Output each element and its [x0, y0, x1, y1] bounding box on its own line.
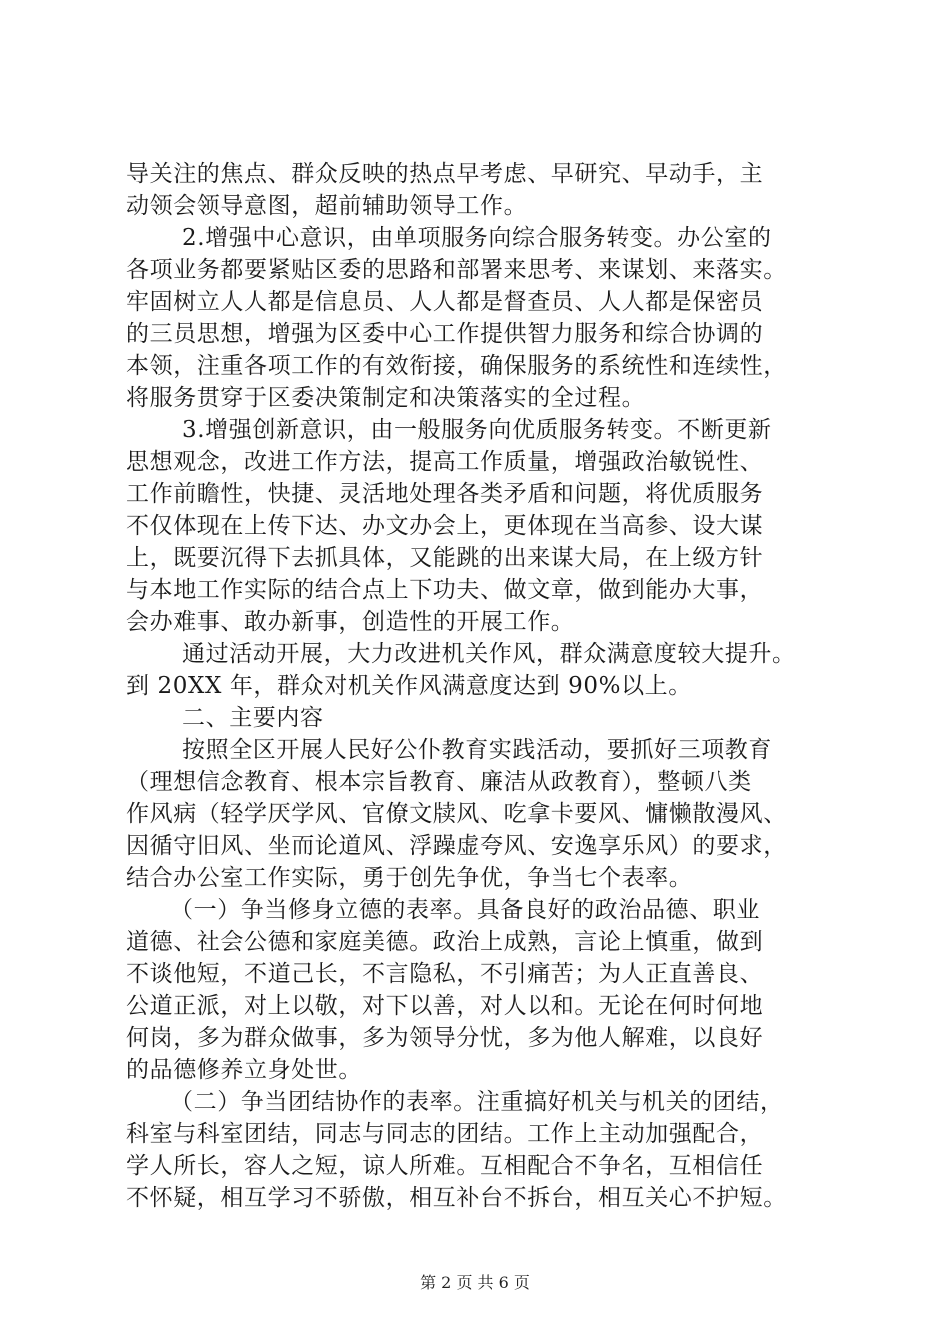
text-line: 不仅体现在上传下达、办文办会上，更体现在当高参、设大谋: [126, 513, 764, 539]
text-line: 到 20XX 年，群众对机关作风满意度达到 90%以上。: [126, 673, 692, 699]
text-line: 结合办公室工作实际，勇于创先争优，争当七个表率。: [126, 865, 693, 891]
text-line: 二、主要内容: [182, 705, 324, 731]
text-line: 不怀疑，相互学习不骄傲，相互补台不拆台，相互关心不护短。: [126, 1185, 787, 1211]
text-line: （一）争当修身立德的表率。具备良好的政治品德、职业: [170, 897, 760, 923]
text-line: 各项业务都要紧贴区委的思路和部署来思考、来谋划、来落实。: [126, 257, 787, 283]
text-line: 2.增强中心意识，由单项服务向综合服务转变。办公室的: [182, 225, 772, 251]
text-line: 不谈他短，不道己长，不言隐私，不引痛苦；为人正直善良、: [126, 961, 764, 987]
text-line: 因循守旧风、坐而论道风、浮躁虚夸风、安逸享乐风）的要求，: [126, 833, 787, 859]
text-line: 本领，注重各项工作的有效衔接，确保服务的系统性和连续性，: [126, 353, 787, 379]
text-line: 会办难事、敢办新事，创造性的开展工作。: [126, 609, 575, 635]
text-line: 公道正派，对上以敬，对下以善，对人以和。无论在何时何地: [126, 993, 764, 1019]
text-line: 按照全区开展人民好公仆教育实践活动，要抓好三项教育: [182, 737, 772, 763]
text-line: 与本地工作实际的结合点上下功夫、做文章，做到能办大事，: [126, 577, 764, 603]
text-line: 3.增强创新意识，由一般服务向优质服务转变。不断更新: [182, 417, 772, 443]
text-line: 学人所长，容人之短，谅人所难。互相配合不争名，互相信任: [126, 1153, 764, 1179]
text-line: 通过活动开展，大力改进机关作风，群众满意度较大提升。: [182, 641, 796, 667]
text-line: 牢固树立人人都是信息员、人人都是督查员、人人都是保密员: [126, 289, 764, 315]
document-body: [126, 158, 826, 1214]
text-line: 工作前瞻性，快捷、灵活地处理各类矛盾和问题，将优质服务: [126, 481, 764, 507]
page-footer: 第 2 页 共 6 页: [420, 1273, 530, 1292]
text-line: 动领会领导意图，超前辅助领导工作。: [126, 193, 528, 219]
text-line: 的品德修养立身处世。: [126, 1057, 362, 1083]
text-line: 上，既要沉得下去抓具体，又能跳的出来谋大局，在上级方针: [126, 545, 764, 571]
text-line: 思想观念，改进工作方法，提高工作质量，增强政治敏锐性、: [126, 449, 764, 475]
text-line: （理想信念教育、根本宗旨教育、廉洁从政教育），整顿八类: [126, 769, 752, 795]
text-line: 道德、社会公德和家庭美德。政治上成熟，言论上慎重，做到: [126, 929, 764, 955]
text-line: 的三员思想，增强为区委中心工作提供智力服务和综合协调的: [126, 321, 764, 347]
text-line: 何岗，多为群众做事，多为领导分忧，多为他人解难，以良好: [126, 1025, 764, 1051]
text-line: 科室与科室团结，同志与同志的团结。工作上主动加强配合，: [126, 1121, 764, 1147]
text-line: 作风病（轻学厌学风、官僚文牍风、吃拿卡要风、慵懒散漫风、: [126, 801, 787, 827]
text-line: 将服务贯穿于区委决策制定和决策落实的全过程。: [126, 385, 646, 411]
text-line: （二）争当团结协作的表率。注重搞好机关与机关的团结，: [170, 1089, 784, 1115]
text-line: 导关注的焦点、群众反映的热点早考虑、早研究、早动手，主: [126, 161, 764, 187]
